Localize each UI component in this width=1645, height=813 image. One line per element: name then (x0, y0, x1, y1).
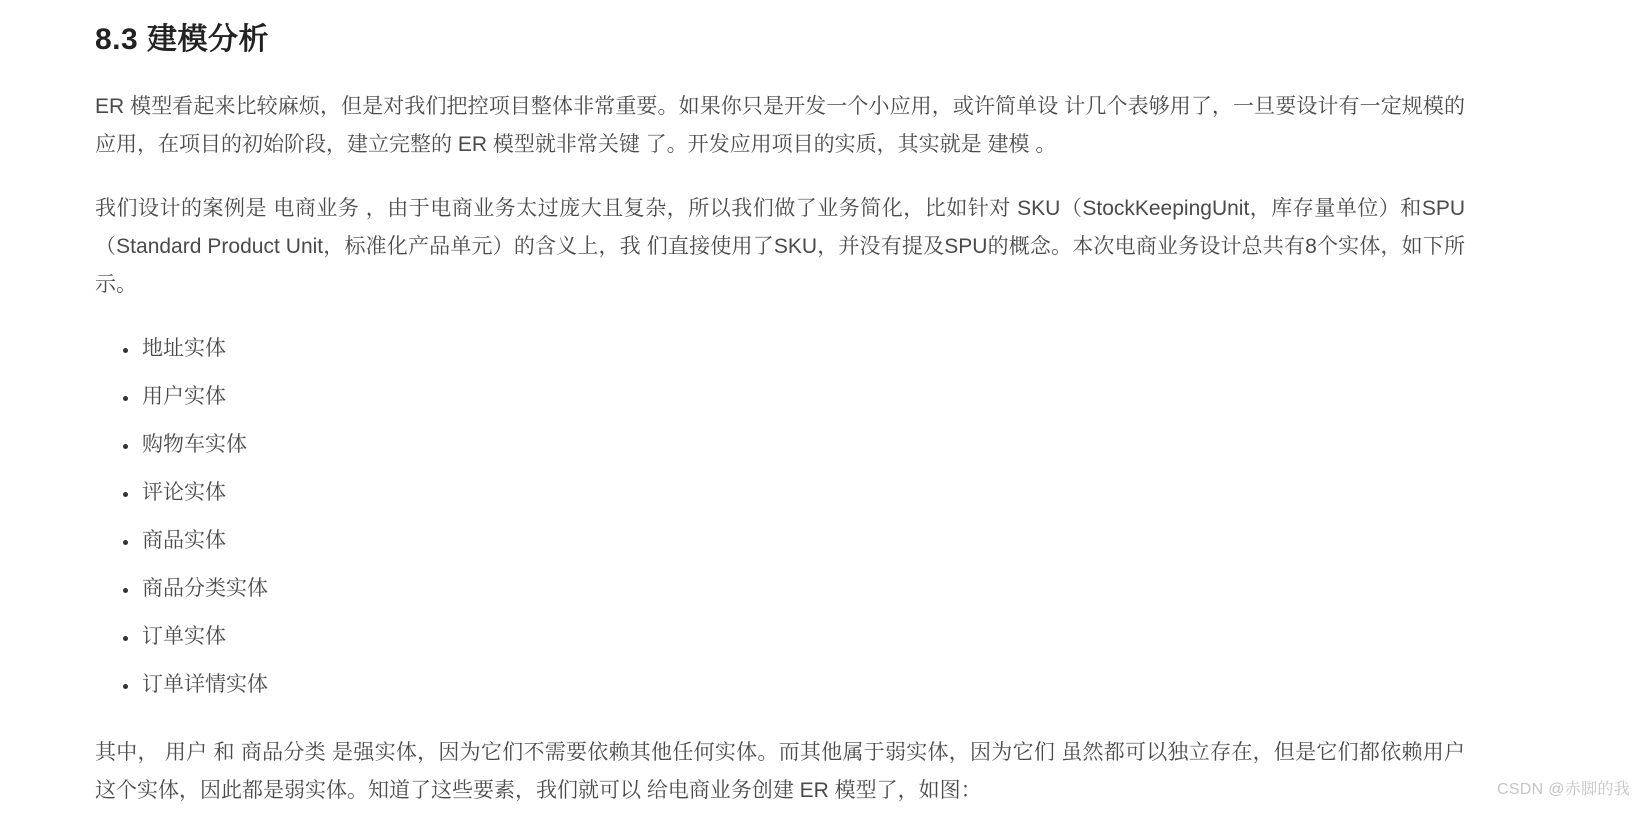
csdn-watermark: CSDN @赤脚的我 (1496, 781, 1630, 798)
list-item-address-entity: • 地址实体 (140, 330, 1470, 368)
conclusion-paragraph: 其中， 用户 和 商品分类 是强实体，因为它们不需要依赖其他任何实体。而其他属于弱实体，因为它们 虽然都可以独立存在，但是它们都依赖用户这个实体，因此都是弱实体。知道了这些要素，我们就可以 给电商业务创建 ER 模型了，如图： (95, 741, 1465, 802)
intro-paragraph: ER 模型看起来比较麻烦，但是对我们把控项目整体非常重要。如果你只是开发一个小应用，或许简单设 计几个表够用了，一旦要设计有一定规模的应用，在项目的初始阶段，建立完整的 ER 模型就非常关键 了。开发应用项目的实质，其实就是 建模 。 (95, 95, 1465, 156)
case-description-paragraph: 我们设计的案例是 电商业务 ，由于电商业务太过庞大且复杂，所以我们做了业务简化，比如针对 SKU（StockKeepingUnit，库存量单位）和SPU（Standard Product Unit，标准化产品单元）的含义上，我 们直接使用了SKU，并没有提及SPU的概念。本次电商业务设计总共有8个实体，如下所示。 (95, 197, 1465, 296)
list-item-order-detail-entity: • 订单详情实体 (140, 666, 1470, 704)
section-heading: 8.3 建模分析 (95, 23, 270, 56)
list-item-comment-entity: • 评论实体 (140, 474, 1470, 512)
entity-list (95, 330, 1470, 704)
list-item-order-entity: • 订单实体 (140, 618, 1470, 656)
list-item-product-entity: • 商品实体 (140, 522, 1470, 560)
list-item-cart-entity: • 购物车实体 (140, 426, 1470, 464)
list-item-category-entity: • 商品分类实体 (140, 570, 1470, 608)
list-item-user-entity: • 用户实体 (140, 378, 1470, 416)
